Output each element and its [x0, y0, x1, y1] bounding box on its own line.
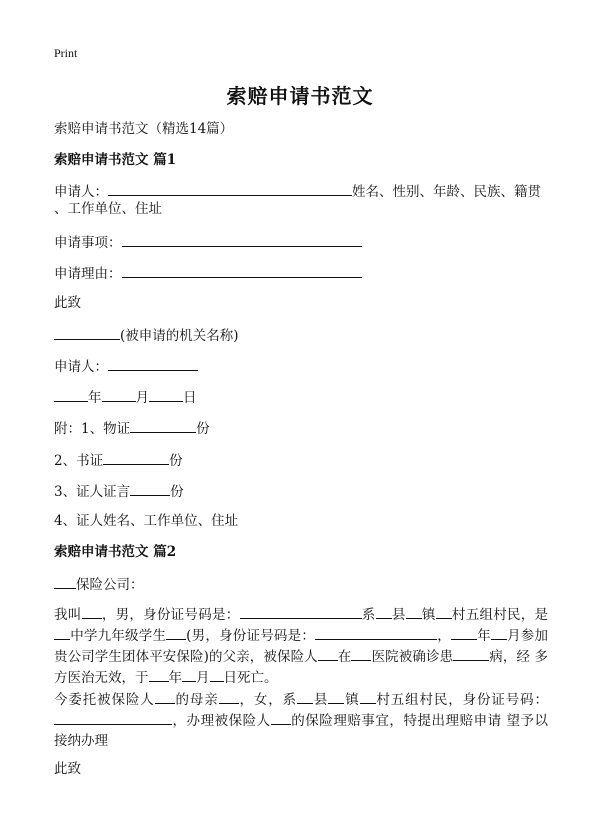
p1-blank-15: [182, 667, 196, 682]
p1-a: 我叫: [54, 607, 82, 623]
agency-blank: [54, 325, 120, 340]
agency-note: (被申请的机关名称): [120, 328, 239, 344]
matter-blank: [122, 232, 362, 247]
p2-blank-4: [328, 689, 344, 704]
attachment-1-prefix: 附：1、物证: [54, 421, 131, 437]
p2-a: 今委托被保险人: [54, 692, 155, 708]
p1-g: 中学九年级学生: [70, 628, 167, 644]
matter-label: 申请事项：: [54, 235, 122, 251]
attachment-2-blank: [103, 450, 169, 465]
matter-line: [54, 232, 362, 253]
p2-g: ，办理被保险人: [172, 713, 271, 729]
p1-d: 县: [391, 607, 406, 623]
p1-blank-1: [82, 604, 102, 619]
reason-blank: [122, 263, 362, 278]
print-label[interactable]: Print: [54, 46, 78, 60]
page-title: 索赔申请书范文: [226, 84, 374, 108]
applicant-blank: [108, 181, 352, 196]
reason-line: [54, 263, 362, 284]
p2-b: 的母亲: [174, 692, 219, 708]
date-line: [54, 387, 197, 408]
document-subtitle: 索赔申请书范文（精选14篇）: [54, 121, 234, 137]
reason-label: 申请理由：: [54, 266, 122, 282]
p2-i: 接纳办理: [54, 733, 108, 749]
p1-q: 年: [168, 670, 182, 686]
agency-line: [54, 325, 239, 346]
section-heading-1: 索赔申请书范文 篇1: [54, 152, 177, 168]
p1-blank-3: [376, 604, 392, 619]
applicant-fields: 姓名、性别、年龄、民族、籍贯: [352, 184, 541, 200]
p1-b: ，男，身份证号码是：: [101, 607, 240, 623]
p2-blank-3: [297, 689, 313, 704]
p2-blank-1: [155, 689, 175, 704]
p2-h: 的保险理赔事宜，特提出理赔申请 望予以: [290, 713, 549, 729]
applicant-fields-cont: 、工作单位、住址: [54, 201, 162, 217]
p1-e: 镇: [421, 607, 436, 623]
section-heading-2: 索赔申请书范文 篇2: [54, 544, 177, 560]
p1-blank-14: [149, 667, 169, 682]
p1-h: (男，身份证号码是：: [186, 628, 316, 644]
attachment-3-prefix: 3、证人证言: [54, 484, 131, 500]
p2-blank-6: [54, 710, 172, 725]
applicant-label: 申请人：: [54, 184, 108, 200]
p1-blank-16: [210, 667, 224, 682]
attachment-3: [54, 481, 184, 502]
day-blank: [149, 387, 183, 402]
p1-m: 在: [337, 649, 352, 665]
p1-p: 多方医治无效，于: [54, 649, 549, 686]
date-year-label: 年: [88, 390, 102, 406]
p1-blank-4: [406, 604, 422, 619]
p1-blank-9: [451, 625, 477, 640]
attachment-2-suffix: 份: [169, 453, 183, 469]
p1-blank-12: [351, 646, 371, 661]
p1-i: ，: [437, 628, 451, 644]
p1-n: 医院被确诊患: [371, 649, 454, 665]
p1-blank-2: [240, 604, 362, 619]
p1-blank-13: [453, 646, 489, 661]
p1-blank-6: [54, 625, 70, 640]
p1-k: 月参加: [506, 628, 549, 644]
p1-blank-10: [491, 625, 507, 640]
p1-s: 日死亡。: [223, 670, 278, 686]
date-day-label: 日: [183, 390, 197, 406]
attachment-2-prefix: 2、书证: [54, 453, 104, 469]
p1-blank-11: [318, 646, 338, 661]
p2-blank-5: [360, 689, 376, 704]
greeting-1: 此致: [54, 295, 81, 311]
attachment-2: [54, 450, 183, 471]
p1-l: 贵公司学生团体平安保险)的父亲，被保险人: [54, 649, 318, 665]
insurer-line: [54, 574, 144, 595]
insurer-label: 保险公司：: [76, 577, 144, 593]
insurer-blank: [54, 574, 76, 589]
p1-j: 年: [476, 628, 491, 644]
p1-r: 月: [196, 670, 210, 686]
attachment-3-suffix: 份: [170, 484, 184, 500]
p1-blank-8: [315, 625, 437, 640]
p2-e: 镇: [344, 692, 360, 708]
greeting-2: 此致: [54, 761, 81, 777]
attachment-1-blank: [130, 418, 196, 433]
p1-o: 病，经: [489, 649, 531, 665]
attachment-3-blank: [130, 481, 170, 496]
p2-blank-7: [271, 710, 291, 725]
p2-f: 村五组村民，身份证号码：: [375, 692, 548, 708]
p2-c: ，女，系: [238, 692, 297, 708]
date-month-label: 月: [135, 390, 149, 406]
signer-label: 申请人：: [54, 359, 108, 375]
applicant-line: [54, 181, 541, 202]
paragraph-1: [54, 604, 548, 688]
attachment-1: [54, 418, 210, 439]
p1-c: 系: [361, 607, 376, 623]
year-blank: [54, 387, 88, 402]
signer-line: [54, 356, 198, 377]
paragraph-2: [54, 689, 548, 751]
signer-blank: [108, 356, 198, 371]
month-blank: [102, 387, 136, 402]
p1-f: 村五组村民，是: [451, 607, 549, 623]
attachment-4: 4、证人姓名、工作单位、住址: [54, 513, 239, 529]
p1-blank-5: [436, 604, 452, 619]
attachment-1-suffix: 份: [196, 421, 210, 437]
p2-d: 县: [313, 692, 329, 708]
p1-blank-7: [166, 625, 186, 640]
p2-blank-2: [219, 689, 239, 704]
